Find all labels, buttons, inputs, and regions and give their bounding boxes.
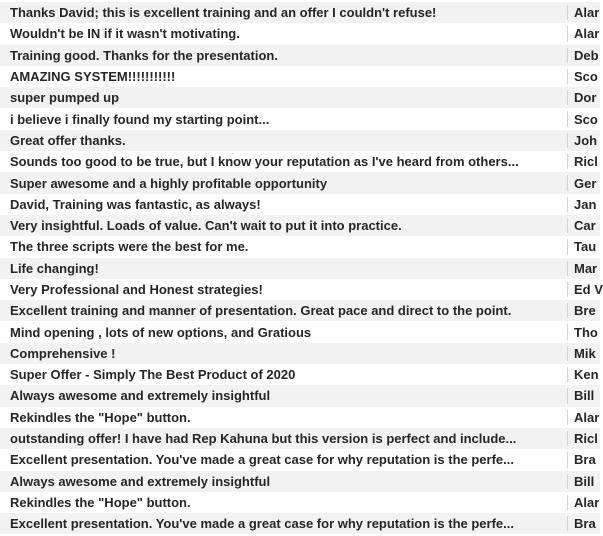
table-row[interactable] xyxy=(0,428,600,449)
column-divider xyxy=(567,452,568,467)
name-cell: Sco xyxy=(574,111,598,127)
column-divider xyxy=(567,474,568,489)
name-cell: Ricl xyxy=(574,431,598,447)
comment-cell: i believe i finally found my starting point... xyxy=(10,111,270,127)
column-divider xyxy=(567,48,568,63)
comment-cell: Always awesome and extremely insightful xyxy=(10,388,271,404)
table-row[interactable] xyxy=(0,172,600,193)
column-divider xyxy=(567,495,568,510)
name-cell: Bill xyxy=(574,388,595,404)
name-cell: Alar xyxy=(574,494,600,510)
comment-cell: Rekindles the "Hope" button. xyxy=(10,494,191,510)
table-row[interactable] xyxy=(0,321,600,342)
comment-cell: Always awesome and extremely insightful xyxy=(10,473,271,489)
table-row[interactable] xyxy=(0,23,600,44)
column-divider xyxy=(567,431,568,446)
name-cell: Mar xyxy=(574,260,598,276)
comment-cell: Very Professional and Honest strategies! xyxy=(10,282,263,297)
comment-cell: Training good. Thanks for the presentation. xyxy=(10,47,278,63)
name-cell: Bra xyxy=(574,452,596,468)
column-divider xyxy=(567,516,568,531)
table-row[interactable] xyxy=(0,449,600,470)
comment-cell: Comprehensive ! xyxy=(10,345,116,361)
table-row[interactable] xyxy=(0,471,600,492)
table-row[interactable] xyxy=(0,87,600,108)
column-divider xyxy=(567,239,568,254)
comment-cell: Super awesome and a highly profitable opportunity xyxy=(10,175,328,191)
name-cell: Alar xyxy=(574,26,600,42)
comment-cell: Very insightful. Loads of value. Can't wait to put it into practice. xyxy=(10,218,402,234)
comment-cell: outstanding offer! I have had Rep Kahuna but this version is perfect and include... xyxy=(10,431,517,447)
comment-cell: The three scripts were the best for me. xyxy=(10,239,249,255)
comment-cell: David, Training was fantastic, as always! xyxy=(10,196,261,212)
column-divider xyxy=(567,261,568,276)
comment-cell: Excellent presentation. You've made a great case for why reputation is the perfe... xyxy=(10,452,514,468)
column-divider xyxy=(567,154,568,169)
comment-cell: Life changing! xyxy=(10,260,99,276)
feedback-table xyxy=(0,2,603,534)
table-row[interactable] xyxy=(0,130,600,151)
name-cell: Ricl xyxy=(574,154,598,170)
column-divider xyxy=(567,26,568,41)
name-cell: Bra xyxy=(574,516,596,532)
table-row[interactable] xyxy=(0,236,600,257)
column-divider xyxy=(567,324,568,339)
table-row[interactable] xyxy=(0,513,600,534)
comment-cell: Super Offer - Simply The Best Product of 2020 xyxy=(10,367,296,383)
column-divider xyxy=(567,218,568,233)
table-row[interactable] xyxy=(0,45,600,66)
name-cell: Bre xyxy=(574,303,596,319)
table-row[interactable] xyxy=(0,492,600,513)
column-divider xyxy=(567,90,568,105)
name-cell: Ken xyxy=(574,367,599,383)
column-divider xyxy=(567,303,568,318)
name-cell: Alar xyxy=(574,409,600,425)
table-row[interactable] xyxy=(0,215,600,236)
comment-cell: Mind opening , lots of new options, and Gratious xyxy=(10,324,312,340)
name-cell: Joh xyxy=(574,132,598,148)
table-row[interactable] xyxy=(0,343,600,364)
table-row[interactable] xyxy=(0,194,600,215)
name-cell: Car xyxy=(574,218,596,234)
table-row[interactable] xyxy=(0,385,600,406)
name-cell: Bill xyxy=(574,473,595,489)
comment-cell: Great offer thanks. xyxy=(10,132,126,148)
table-row[interactable] xyxy=(0,258,600,279)
column-divider xyxy=(567,5,568,20)
name-cell: Deb xyxy=(574,47,599,63)
comment-cell: Rekindles the "Hope" button. xyxy=(10,409,191,425)
column-divider xyxy=(567,175,568,190)
name-cell: Dor xyxy=(574,90,597,106)
comment-cell: AMAZING SYSTEM!!!!!!!!!!! xyxy=(10,69,176,85)
name-cell: Jan xyxy=(574,196,597,212)
comment-cell: Excellent training and manner of presentation. Great pace and direct to the point. xyxy=(10,303,512,319)
name-cell: Mik xyxy=(574,345,596,361)
table-row[interactable] xyxy=(0,279,603,300)
table-row[interactable] xyxy=(0,2,600,23)
name-cell: Ger xyxy=(574,175,597,191)
column-divider xyxy=(567,111,568,126)
table-row[interactable] xyxy=(0,364,600,385)
table-row[interactable] xyxy=(0,151,600,172)
table-row[interactable] xyxy=(0,108,600,129)
name-cell: Ed V xyxy=(574,282,603,297)
table-row[interactable] xyxy=(0,407,600,428)
column-divider xyxy=(567,410,568,425)
column-divider xyxy=(567,367,568,382)
comment-cell: Sounds too good to be true, but I know your reputation as I've heard from others... xyxy=(10,154,519,170)
comment-cell: Excellent presentation. You've made a great case for why reputation is the perfe... xyxy=(10,516,514,532)
name-cell: Tho xyxy=(574,324,598,340)
column-divider xyxy=(567,133,568,148)
comment-cell: Wouldn't be IN if it wasn't motivating. xyxy=(10,26,240,42)
table-row[interactable] xyxy=(0,66,600,87)
column-divider xyxy=(567,69,568,84)
comment-cell: Thanks David; this is excellent training and an offer I couldn't refuse! xyxy=(10,5,437,21)
comment-cell: super pumped up xyxy=(10,90,120,106)
table-row[interactable] xyxy=(0,300,600,321)
column-divider xyxy=(567,197,568,212)
name-cell: Alar xyxy=(574,5,600,21)
column-divider xyxy=(567,282,568,297)
column-divider xyxy=(567,346,568,361)
column-divider xyxy=(567,388,568,403)
name-cell: Tau xyxy=(574,239,597,255)
name-cell: Sco xyxy=(574,69,598,85)
